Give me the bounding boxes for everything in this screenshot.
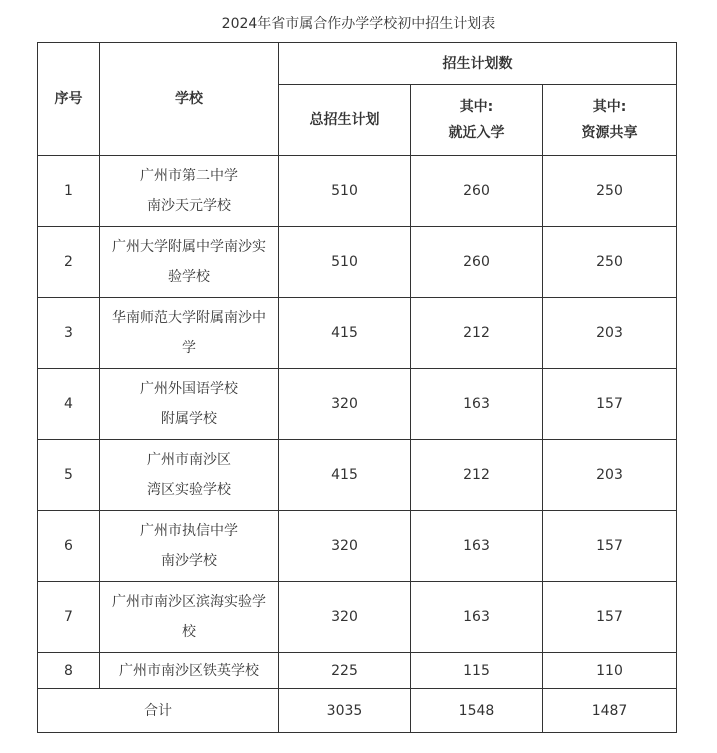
row-nearby: 163 <box>411 369 543 440</box>
table-row <box>38 369 677 440</box>
enrollment-plan-table <box>37 42 677 733</box>
school-line1: 广州大学附属中学南沙实 <box>112 239 266 255</box>
row-shared: 157 <box>543 369 677 440</box>
row-nearby: 163 <box>411 582 543 653</box>
header-nearby <box>411 85 543 156</box>
school-line1: 广州市执信中学 <box>140 523 238 539</box>
totals-nearby: 1548 <box>411 689 543 733</box>
header-index: 序号 <box>38 43 100 156</box>
row-index: 2 <box>38 227 100 298</box>
table-row <box>38 653 677 689</box>
row-index: 5 <box>38 440 100 511</box>
header-nearby-line1: 其中: <box>459 99 494 115</box>
header-nearby-line2: 就近入学 <box>448 125 505 141</box>
school-line2: 校 <box>182 624 196 640</box>
row-index: 6 <box>38 511 100 582</box>
row-nearby: 260 <box>411 227 543 298</box>
row-school <box>100 511 279 582</box>
school-line1: 广州市南沙区铁英学校 <box>119 662 259 679</box>
totals-row <box>38 689 677 733</box>
row-shared: 157 <box>543 511 677 582</box>
row-total-plan: 510 <box>279 156 411 227</box>
school-line2: 湾区实验学校 <box>147 482 231 498</box>
table-title: 2024年省市属合作办学学校初中招生计划表 <box>221 16 496 32</box>
row-total-plan: 320 <box>279 511 411 582</box>
row-index: 8 <box>38 653 100 689</box>
school-line2: 验学校 <box>168 269 210 285</box>
row-index: 1 <box>38 156 100 227</box>
row-school <box>100 156 279 227</box>
row-total-plan: 415 <box>279 440 411 511</box>
school-line1: 广州市第二中学 <box>140 168 238 184</box>
school-line2: 附属学校 <box>161 411 217 427</box>
school-line1: 广州外国语学校 <box>140 381 238 397</box>
row-school <box>100 298 279 369</box>
table-row <box>38 227 677 298</box>
header-shared-line2: 资源共享 <box>581 125 638 141</box>
row-index: 3 <box>38 298 100 369</box>
row-shared: 250 <box>543 227 677 298</box>
row-total-plan: 320 <box>279 582 411 653</box>
header-shared-line1: 其中: <box>592 99 627 115</box>
header-total-plan: 总招生计划 <box>279 85 411 156</box>
row-nearby: 115 <box>411 653 543 689</box>
row-school <box>100 369 279 440</box>
row-shared: 157 <box>543 582 677 653</box>
row-total-plan: 510 <box>279 227 411 298</box>
school-line1: 广州市南沙区滨海实验学 <box>112 594 266 610</box>
row-shared: 110 <box>543 653 677 689</box>
header-row-top <box>38 43 677 85</box>
row-nearby: 212 <box>411 440 543 511</box>
school-line1: 华南师范大学附属南沙中 <box>112 310 266 326</box>
school-line2: 南沙天元学校 <box>147 198 231 214</box>
school-line1: 广州市南沙区 <box>147 452 231 468</box>
row-school <box>100 653 279 689</box>
table-row <box>38 298 677 369</box>
totals-label: 合计 <box>38 689 279 733</box>
row-school <box>100 440 279 511</box>
table-row <box>38 511 677 582</box>
row-index: 4 <box>38 369 100 440</box>
school-line2: 学 <box>182 340 196 356</box>
row-index: 7 <box>38 582 100 653</box>
row-shared: 203 <box>543 298 677 369</box>
row-school <box>100 582 279 653</box>
school-line2: 南沙学校 <box>161 553 217 569</box>
row-shared: 250 <box>543 156 677 227</box>
header-shared <box>543 85 677 156</box>
row-total-plan: 415 <box>279 298 411 369</box>
table-row <box>38 582 677 653</box>
row-shared: 203 <box>543 440 677 511</box>
row-school <box>100 227 279 298</box>
table-row <box>38 440 677 511</box>
row-total-plan: 320 <box>279 369 411 440</box>
totals-total-plan: 3035 <box>279 689 411 733</box>
totals-shared: 1487 <box>543 689 677 733</box>
row-nearby: 163 <box>411 511 543 582</box>
table-row <box>38 156 677 227</box>
row-nearby: 212 <box>411 298 543 369</box>
header-plan-group: 招生计划数 <box>279 43 677 85</box>
row-nearby: 260 <box>411 156 543 227</box>
header-school: 学校 <box>100 43 279 156</box>
row-total-plan: 225 <box>279 653 411 689</box>
